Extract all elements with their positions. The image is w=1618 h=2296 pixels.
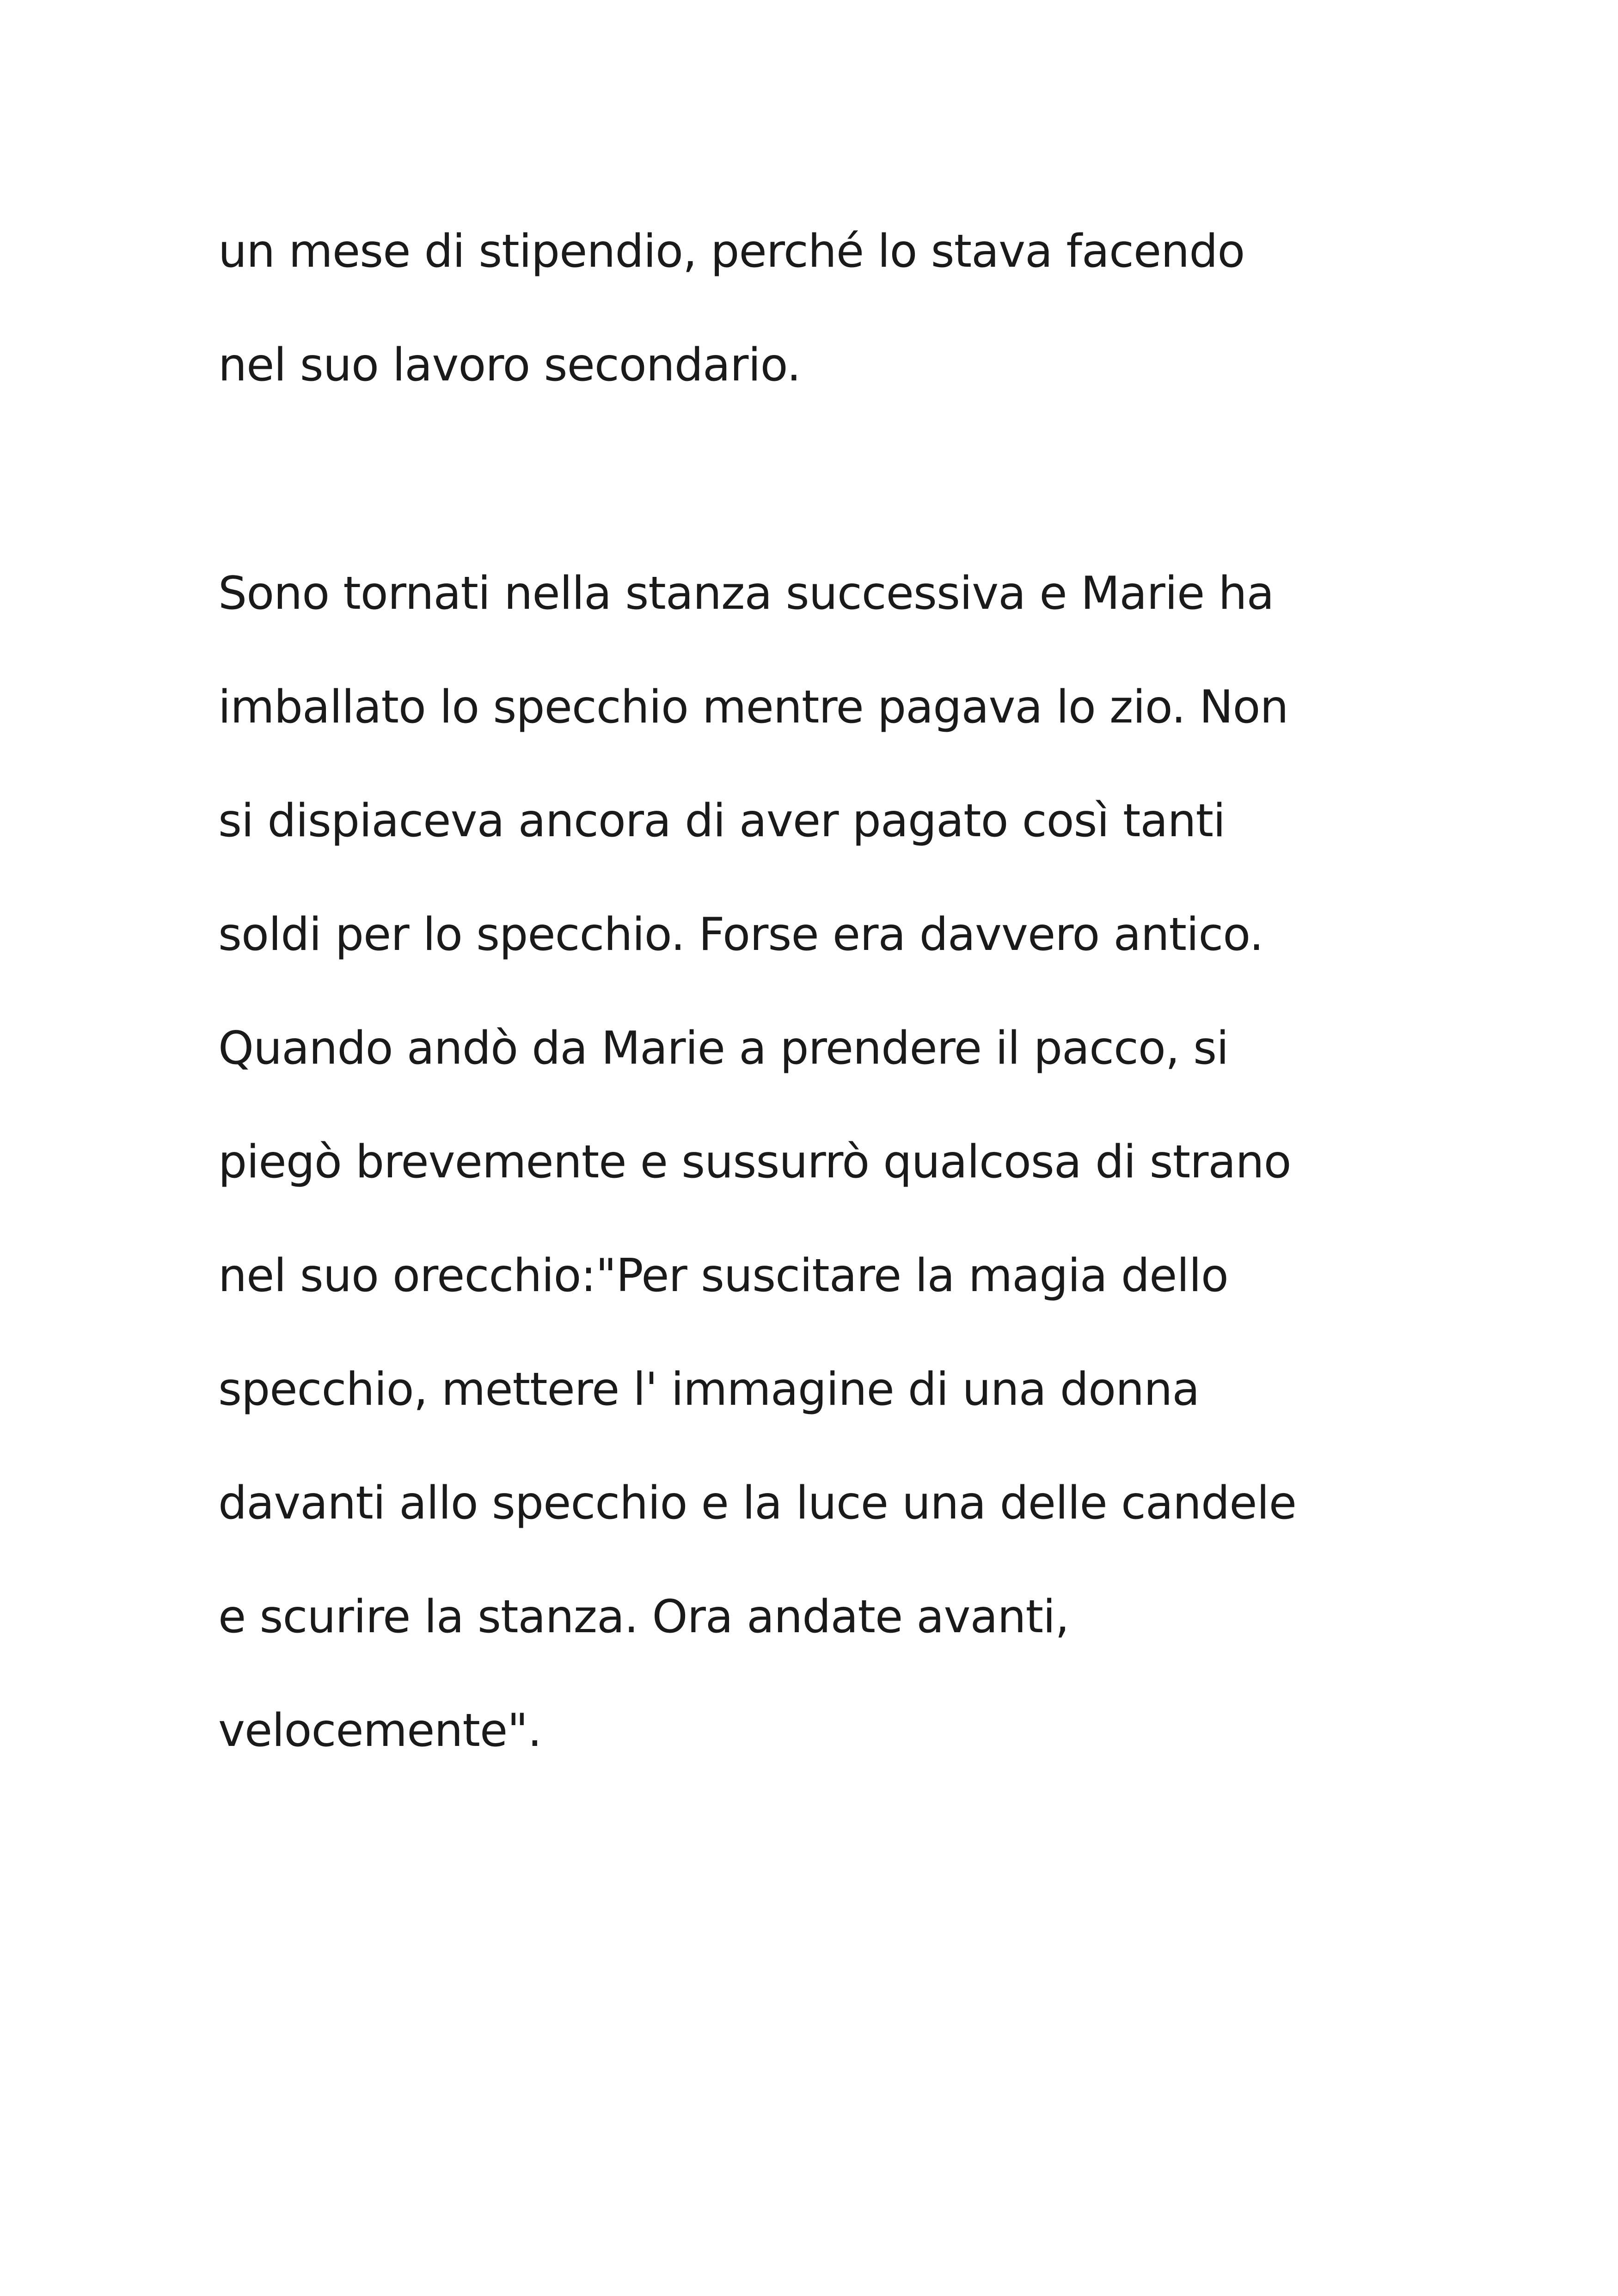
text-line: piegò brevemente e sussurrò qualcosa di strano (218, 1136, 1291, 1188)
paragraph (218, 195, 1466, 422)
text-line: soldi per lo specchio. Forse era davvero antico. (218, 908, 1263, 961)
text-line: e scurire la stanza. Ora andate avanti, (218, 1591, 1069, 1643)
text-line: imballato lo specchio mentre pagava lo zio. Non (218, 681, 1288, 734)
text-line: si dispiaceva ancora di aver pagato così tanti (218, 795, 1226, 847)
text-line: Quando andò da Marie a prendere il pacco, si (218, 1022, 1229, 1075)
paragraph (218, 537, 1466, 1788)
text-line: Sono tornati nella stanza successiva e Marie ha (218, 567, 1274, 620)
text-line: specchio, mettere l' immagine di una donna (218, 1363, 1200, 1416)
text-line: un mese di stipendio, perché lo stava facendo (218, 225, 1245, 278)
text-line: nel suo orecchio:"Per suscitare la magia dello (218, 1249, 1228, 1302)
text-line: davanti allo specchio e la luce una delle candele (218, 1477, 1297, 1530)
text-line: velocemente". (218, 1704, 542, 1757)
text-line: nel suo lavoro secondario. (218, 339, 801, 392)
